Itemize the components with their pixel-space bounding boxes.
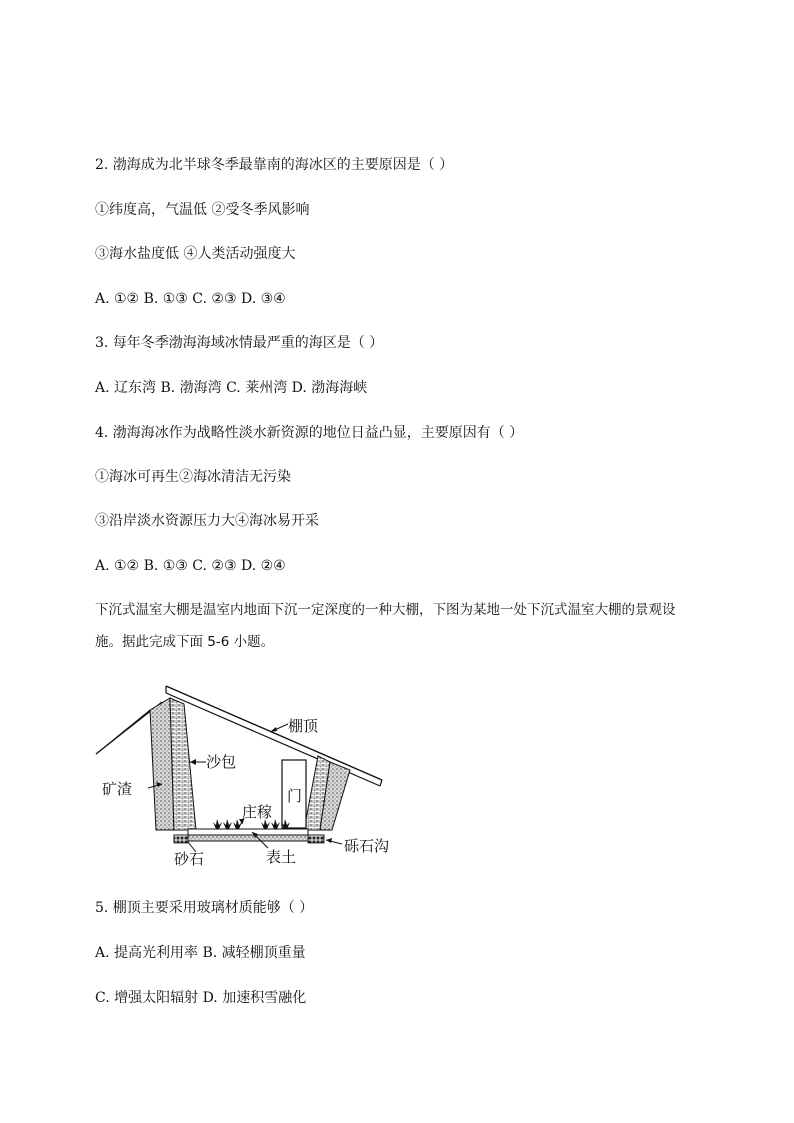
q2-stem: 2. 渤海成为北半球冬季最靠南的海冰区的主要原因是（ ） (95, 157, 454, 173)
label-door: 门 (287, 787, 303, 805)
sandstone-layer (174, 835, 324, 841)
q4-options: A. ①② B. ①③ C. ②③ D. ②④ (95, 558, 286, 574)
q3-stem: 3. 每年冬季渤海海域冰情最严重的海区是（ ） (95, 335, 384, 351)
q3-options: A. 辽东湾 B. 渤海湾 C. 莱州湾 D. 渤海海峡 (95, 380, 368, 396)
q2-options: A. ①② B. ①③ C. ②③ D. ③④ (95, 291, 286, 307)
q5-options-row-2: C. 增强太阳辐射 D. 加速积雪融化 (95, 990, 307, 1006)
q4-stem: 4. 渤海海冰作为战略性淡水新资源的地位日益凸显，主要原因有（ ） (95, 425, 524, 441)
label-slag: 矿渣 (102, 780, 133, 798)
label-crops: 庄稼 (242, 803, 273, 821)
label-topsoil: 表土 (266, 848, 297, 866)
greenhouse-diagram (92, 680, 402, 870)
label-sandstone: 砂石 (174, 850, 205, 868)
left-roof-line-inner (96, 710, 150, 754)
intro-line-1: 下沉式温室大棚是温室内地面下沉一定深度的一种大棚，下图为某地一处下沉式温室大棚的景观设 (95, 602, 676, 618)
label-roof: 棚顶 (288, 717, 319, 735)
q4-statement-2: ③沿岸淡水资源压力大④海冰易开采 (95, 513, 319, 529)
q2-statement-1: ①纬度高，气温低 ②受冬季风影响 (95, 202, 310, 218)
gravel-ditch-left (174, 835, 188, 843)
topsoil-layer (188, 829, 308, 835)
gravel-ditch-right (308, 835, 324, 843)
q5-options-row-1: A. 提高光利用率 B. 减轻棚顶重量 (95, 945, 306, 961)
q4-statement-1: ①海冰可再生②海冰清洁无污染 (95, 469, 291, 485)
q2-statement-2: ③海水盐度低 ④人类活动强度大 (95, 246, 296, 262)
roof (166, 686, 382, 780)
label-gravel-ditch: 砾石沟 (344, 837, 390, 855)
intro-line-2: 施。据此完成下面 5-6 小题。 (95, 634, 275, 650)
sandbag-wall-left (170, 698, 196, 830)
q5-stem: 5. 棚顶主要采用玻璃材质能够（ ） (95, 900, 314, 916)
label-sandbag: 沙包 (206, 753, 237, 771)
